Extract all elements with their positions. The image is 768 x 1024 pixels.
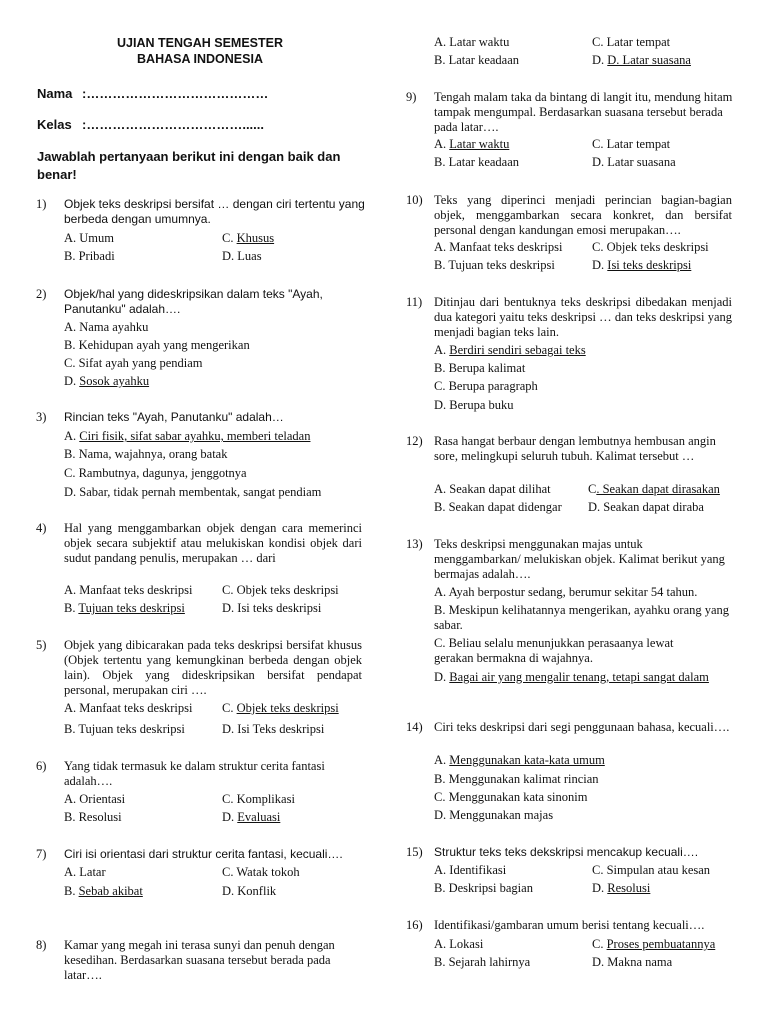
option-d[interactable]: D. Isi teks deskripsi: [592, 258, 692, 272]
option-c[interactable]: C. Latar tempat: [592, 137, 671, 151]
question-10: [406, 193, 732, 238]
option-b[interactable]: B. Tujuan teks deskripsi: [64, 601, 185, 615]
option-a[interactable]: A. Nama ayahku: [64, 320, 149, 334]
question-6: [36, 759, 356, 789]
option-d[interactable]: D. Luas: [222, 249, 262, 263]
kelas-field[interactable]: :………………………………......: [82, 117, 264, 132]
option-c[interactable]: C. Berupa paragraph: [434, 379, 538, 393]
question-number: 2): [36, 287, 47, 301]
question-text: Yang tidak termasuk ke dalam struktur cerita fantasi adalah….: [64, 759, 325, 788]
question-number: 8): [36, 938, 47, 952]
question-number: 12): [406, 434, 423, 448]
question-11: [406, 295, 732, 340]
option-b[interactable]: B. Berupa kalimat: [434, 361, 526, 375]
option-d[interactable]: D. D. Latar suasana: [592, 53, 691, 67]
option-b[interactable]: B. Nama, wajahnya, orang batak: [64, 447, 228, 461]
instructions: Jawablah pertanyaan berikut ini dengan baik dan benar!: [37, 149, 341, 182]
question-8: [36, 938, 362, 983]
option-b[interactable]: B. Resolusi: [64, 810, 122, 824]
question-3: [36, 410, 356, 425]
option-c[interactable]: C. Objek teks deskripsi: [222, 583, 339, 597]
option-a[interactable]: A. Menggunakan kata-kata umum: [434, 753, 605, 767]
option-d[interactable]: D. Sosok ayahku: [64, 374, 150, 388]
question-text: Ciri teks deskripsi dari segi penggunaan bahasa, kecuali….: [434, 720, 730, 734]
question-16: [406, 918, 736, 933]
option-b[interactable]: B. Tujuan teks deskripsi: [434, 258, 555, 272]
option-b[interactable]: B. Deskripsi bagian: [434, 881, 533, 895]
question-number: 9): [406, 90, 417, 104]
question-13: [406, 537, 732, 582]
option-b[interactable]: B. Kehidupan ayah yang mengerikan: [64, 338, 250, 352]
question-text: Ciri isi orientasi dari struktur cerita fantasi, kecuali….: [64, 847, 343, 861]
question-text: Rasa hangat berbaur dengan lembutnya hembusan angin sore, melingkupi seluruh tubuh. Kalimat tersebut …: [434, 434, 716, 463]
question-text: Ditinjau dari bentuknya teks deskripsi dibedakan menjadi dua kategori yaitu teks deskripsi … dan teks deskripsi yang menjadi bagian teks lain.: [434, 295, 732, 339]
option-b[interactable]: B. Latar keadaan: [434, 155, 520, 169]
option-a[interactable]: A. Orientasi: [64, 792, 126, 806]
option-c[interactable]: C. Latar tempat: [592, 35, 671, 49]
question-number: 16): [406, 918, 423, 932]
option-b[interactable]: B. Latar keadaan: [434, 53, 520, 67]
option-d[interactable]: D. Makna nama: [592, 955, 673, 969]
question-1: [36, 197, 366, 227]
question-number: 4): [36, 521, 47, 535]
option-a[interactable]: A. Latar waktu: [434, 35, 510, 49]
question-7: [36, 847, 366, 862]
question-number: 3): [36, 410, 47, 424]
exam-subject: BAHASA INDONESIA: [137, 52, 263, 66]
kelas-label: Kelas: [37, 117, 72, 132]
option-c[interactable]: C. Khusus: [222, 231, 275, 245]
question-text: Teks yang diperinci menjadi perincian bagian-bagian objek, menggambarkan secara konkret, dan bersifat personal dengan kandungan emosi merupakan….: [434, 193, 732, 237]
question-number: 7): [36, 847, 47, 861]
option-c[interactable]: C. Komplikasi: [222, 792, 295, 806]
option-b[interactable]: B. Seakan dapat didengar: [434, 500, 562, 514]
option-b[interactable]: B. Sejarah lahirnya: [434, 955, 531, 969]
option-b[interactable]: B. Sebab akibat: [64, 884, 143, 898]
option-d[interactable]: D. Bagai air yang mengalir tenang, tetapi sangat dalam: [434, 670, 709, 684]
question-number: 13): [406, 537, 423, 551]
question-2: [36, 287, 346, 317]
question-text: Tengah malam taka da bintang di langit itu, mendung hitam tampak mengumpal. Berdasarkan suasana tersebut berada pada latar….: [434, 90, 733, 134]
option-d[interactable]: D. Sabar, tidak pernah membentak, sangat pendiam: [64, 485, 322, 499]
question-14: [406, 720, 732, 735]
question-text: Identifikasi/gambaran umum berisi tentang kecuali….: [434, 918, 705, 932]
option-c[interactable]: C. Proses pembuatannya: [592, 937, 716, 951]
option-a[interactable]: A. Latar: [64, 865, 106, 879]
question-text: Kamar yang megah ini terasa sunyi dan penuh dengan kesedihan. Berdasarkan suasana tersebut berada pada latar….: [64, 938, 335, 982]
question-5: [36, 638, 362, 698]
option-d[interactable]: D. Isi Teks deskripsi: [222, 722, 325, 736]
option-c[interactable]: C. Rambutnya, dagunya, jenggotnya: [64, 466, 247, 480]
option-a[interactable]: A. Manfaat teks deskripsi: [434, 240, 563, 254]
option-c[interactable]: C. Beliau selalu menunjukkan perasaanya lewat gerakan bermakna di wajahnya.: [434, 636, 674, 665]
option-a[interactable]: A. Berdiri sendiri sebagai teks: [434, 343, 586, 357]
option-c[interactable]: C. Objek teks deskripsi: [592, 240, 709, 254]
question-number: 10): [406, 193, 423, 207]
question-15: [406, 845, 736, 860]
question-9: [406, 90, 736, 135]
option-c[interactable]: C. Seakan dapat dirasakan: [588, 482, 720, 496]
option-a[interactable]: A. Manfaat teks deskripsi: [64, 583, 193, 597]
option-b[interactable]: B. Menggunakan kalimat rincian: [434, 772, 599, 786]
option-b[interactable]: B. Pribadi: [64, 249, 115, 263]
question-number: 11): [406, 295, 423, 309]
question-text: Objek/hal yang dideskripsikan dalam teks "Ayah, Panutanku" adalah….: [64, 287, 323, 316]
option-c[interactable]: C. Watak tokoh: [222, 865, 300, 879]
question-12: [406, 434, 732, 464]
option-a[interactable]: A. Ciri fisik, sifat sabar ayahku, memberi teladan: [64, 429, 311, 443]
option-d[interactable]: D. Konflik: [222, 884, 277, 898]
option-a[interactable]: A. Identifikasi: [434, 863, 507, 877]
question-number: 14): [406, 720, 423, 734]
question-4: [36, 521, 362, 566]
question-number: 1): [36, 197, 47, 211]
option-d[interactable]: D. Berupa buku: [434, 398, 514, 412]
option-d[interactable]: D. Evaluasi: [222, 810, 281, 824]
nama-field[interactable]: :……………………………………: [82, 86, 269, 101]
option-c[interactable]: C. Simpulan atau kesan: [592, 863, 711, 877]
option-c[interactable]: C. Sifat ayah yang pendiam: [64, 356, 203, 370]
option-c[interactable]: C. Objek teks deskripsi: [222, 701, 339, 715]
question-text: Teks deskripsi menggunakan majas untuk menggambarkan/ melukiskan objek. Kalimat berikut yang bermajas adalah….: [434, 537, 725, 581]
option-b[interactable]: B. Meskipun kelihatannya mengerikan, ayahku orang yang sabar.: [434, 603, 730, 632]
exam-title: UJIAN TENGAH SEMESTER: [117, 36, 283, 50]
question-number: 5): [36, 638, 47, 652]
question-number: 6): [36, 759, 47, 773]
question-text: Objek yang dibicarakan pada teks deskripsi bersifat khusus (Objek tertentu yang kemungkinan berbeda dengan objek lain). Objek yang dideskripsikan bersifat pendapat personal, merupakan ciri ….: [64, 638, 362, 697]
question-text: Struktur teks teks dekskripsi mencakup kecuali….: [434, 845, 699, 859]
option-d[interactable]: D. Isi teks deskripsi: [222, 601, 322, 615]
option-d[interactable]: D. Seakan dapat diraba: [588, 500, 704, 514]
option-a[interactable]: A. Lokasi: [434, 937, 484, 951]
option-a[interactable]: A. Manfaat teks deskripsi: [64, 701, 193, 715]
nama-label: Nama: [37, 86, 73, 101]
option-b[interactable]: B. Tujuan teks deskripsi: [64, 722, 185, 736]
option-d[interactable]: D. Resolusi: [592, 881, 651, 895]
option-d[interactable]: D. Latar suasana: [592, 155, 676, 169]
question-number: 15): [406, 845, 423, 859]
question-text: Hal yang menggambarkan objek dengan cara memerinci objek secara subjektif atau melukiskan kondisi objek dari sudut pandang penulis, merupakan … dari: [64, 521, 362, 565]
option-c[interactable]: C. Menggunakan kata sinonim: [434, 790, 588, 804]
option-a[interactable]: A. Seakan dapat dilihat: [434, 482, 551, 496]
option-a[interactable]: A. Latar waktu: [434, 137, 510, 151]
option-a[interactable]: A. Ayah berpostur sedang, berumur sekitar 54 tahun.: [434, 585, 698, 599]
question-text: Rincian teks "Ayah, Panutanku" adalah…: [64, 410, 284, 424]
option-a[interactable]: A. Umum: [64, 231, 114, 245]
question-text: Objek teks deskripsi bersifat … dengan ciri tertentu yang berbeda dengan umumnya.: [64, 197, 365, 226]
option-d[interactable]: D. Menggunakan majas: [434, 808, 554, 822]
